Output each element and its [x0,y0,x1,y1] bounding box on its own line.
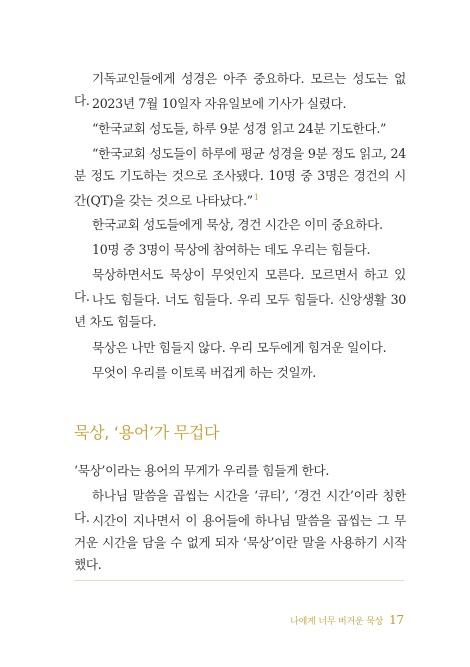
quote-text: “한국교회 성도들이 하루에 평균 성경을 9분 정도 읽고, 24분 정도 기도하는 것으로 조사됐다. 10명 중 3명은 경건의 시간(QT)을 갖는 것으로 나타났다.” [74,146,406,209]
section-paragraph: ‘묵상’이라는 용어의 무게가 우리를 힘들게 한다. [74,463,330,478]
footnote-marker: 1 [253,193,259,202]
running-title: 나에게 너무 버거운 묵상 [290,617,384,627]
section-heading: 묵상, ‘용어’가 무겁다 [74,423,220,442]
body-paragraph: 무엇이 우리를 이토록 버겁게 하는 것일까. [92,365,316,380]
body-paragraph: 한국교회 성도들에게 묵상, 경건 시간은 이미 중요하다. [92,217,383,232]
page-number: 17 [389,613,404,627]
body-paragraph: 2023년 7월 10일자 자유일보에 기사가 실렸다. [92,96,347,111]
body-paragraph: 묵상은 나만 힘들지 않다. 우리 모두에게 힘겨운 일이다. [92,340,387,355]
body-paragraph: 묵상하면서도 묵상이 무엇인지 모른다. 모르면서 하고 있다. [74,267,406,304]
body-paragraph: 10명 중 3명이 묵상에 참여하는 데도 우리는 힘들다. [92,242,371,257]
section-paragraph: 하나님 말씀을 곱씹는 시간을 ‘큐티’, ‘경건 시간’이라 칭한다. [74,488,406,525]
body-paragraph: “한국교회 성도들, 하루 9분 성경 읽고 24분 기도한다.” [92,121,387,136]
body-paragraph: 나도 힘들다. 너도 힘들다. 우리 모두 힘들다. 신앙생활 30년 차도 힘들다. [74,292,406,329]
page-footer [290,613,404,627]
section-paragraph: 시간이 지나면서 이 용어들에 하나님 말씀을 곱씹는 그 무거운 시간을 담을 수 없게 되자 ‘묵상’이란 말을 사용하기 시작했다. [74,513,406,572]
body-paragraph-quote [74,143,406,212]
footer-divider [74,580,404,581]
body-paragraph: 기독교인들에게 성경은 아주 중요하다. 모르는 성도는 없다. [74,71,406,108]
